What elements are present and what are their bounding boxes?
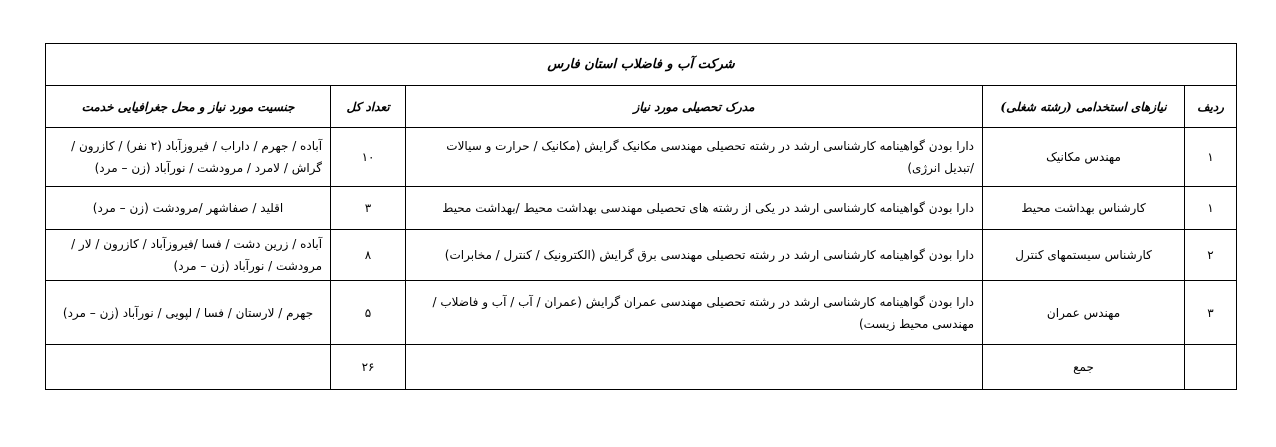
location-line: گراش / لامرد / مرودشت / نورآباد (زن – مرد) — [94, 161, 323, 175]
header-row-no: ردیف — [1185, 86, 1237, 128]
cell-row-no: ۳ — [1185, 281, 1237, 345]
location-line: آباده / جهرم / داراب / فیروزآباد (۲ نفر) / کازرون / — [71, 139, 323, 153]
cell-gender-location — [46, 230, 331, 281]
recruitment-table-sheet — [45, 43, 1236, 390]
education-line: دارا بودن گواهینامه کارشناسی ارشد در رشته تحصیلی مهندسی برق گرایش (الکترونیک / کنترل / مخابرات) — [444, 248, 975, 262]
table-row — [46, 128, 1237, 187]
total-value: ۲۶ — [331, 345, 406, 390]
location-line: آباده / زرین دشت / فسا /فیروزآباد / کازرون / لار / — [71, 237, 323, 251]
cell-job: مهندس عمران — [983, 281, 1185, 345]
cell-education — [406, 128, 983, 187]
education-line: دارا بودن گواهینامه کارشناسی ارشد در رشته تحصیلی مهندسی مکانیک گرایش (مکانیک / حرارت و سیالات — [446, 139, 975, 153]
location-line: مرودشت / نورآباد (زن – مرد) — [173, 259, 323, 273]
cell-education — [406, 187, 983, 230]
cell-education — [406, 281, 983, 345]
header-row — [46, 86, 1237, 128]
cell-row-no: ۲ — [1185, 230, 1237, 281]
education-line: دارا بودن گواهینامه کارشناسی ارشد در رشته تحصیلی مهندسی عمران گرایش (عمران / آب / آب و فاضلاب / — [432, 294, 975, 309]
table-row — [46, 230, 1237, 281]
cell-education — [406, 230, 983, 281]
cell-total: ۳ — [331, 187, 406, 230]
title-row — [46, 44, 1237, 86]
header-total: تعداد کل — [331, 86, 406, 128]
education-line: مهندسی محیط زیست) — [858, 316, 975, 331]
cell-gender-location-empty — [46, 345, 331, 390]
header-job: نیازهای استخدامی (رشته شغلی) — [983, 86, 1185, 128]
location-line: جهرم / لارستان / فسا / لپویی / نورآباد (زن – مرد) — [62, 305, 314, 320]
cell-gender-location — [46, 281, 331, 345]
table-row — [46, 187, 1237, 230]
recruitment-table — [45, 43, 1237, 390]
cell-total: ۱۰ — [331, 128, 406, 187]
education-line: /تبدیل انرژی) — [907, 161, 975, 175]
cell-education-empty — [406, 345, 983, 390]
header-gender-location: جنسیت مورد نیاز و محل جغرافیایی خدمت — [46, 86, 331, 128]
cell-gender-location — [46, 128, 331, 187]
cell-job: کارشناس بهداشت محیط — [983, 187, 1185, 230]
total-label: جمع — [983, 345, 1185, 390]
total-row — [46, 345, 1237, 390]
header-education: مدرک تحصیلی مورد نیاز — [406, 86, 983, 128]
location-line: اقلید / صفاشهر /مرودشت (زن – مرد) — [92, 201, 284, 215]
cell-row-no: ۱ — [1185, 128, 1237, 187]
cell-row-no-empty — [1185, 345, 1237, 390]
education-line: دارا بودن گواهینامه کارشناسی ارشد در یکی از رشته های تحصیلی مهندسی بهداشت محیط /بهداشت محیط — [442, 201, 975, 215]
cell-gender-location — [46, 187, 331, 230]
cell-total: ۸ — [331, 230, 406, 281]
cell-row-no: ۱ — [1185, 187, 1237, 230]
cell-job: مهندس مکانیک — [983, 128, 1185, 187]
company-title: شرکت آب و فاضلاب استان فارس — [46, 44, 1237, 86]
cell-job: کارشناس سیستمهای کنترل — [983, 230, 1185, 281]
table-row — [46, 281, 1237, 345]
cell-total: ۵ — [331, 281, 406, 345]
